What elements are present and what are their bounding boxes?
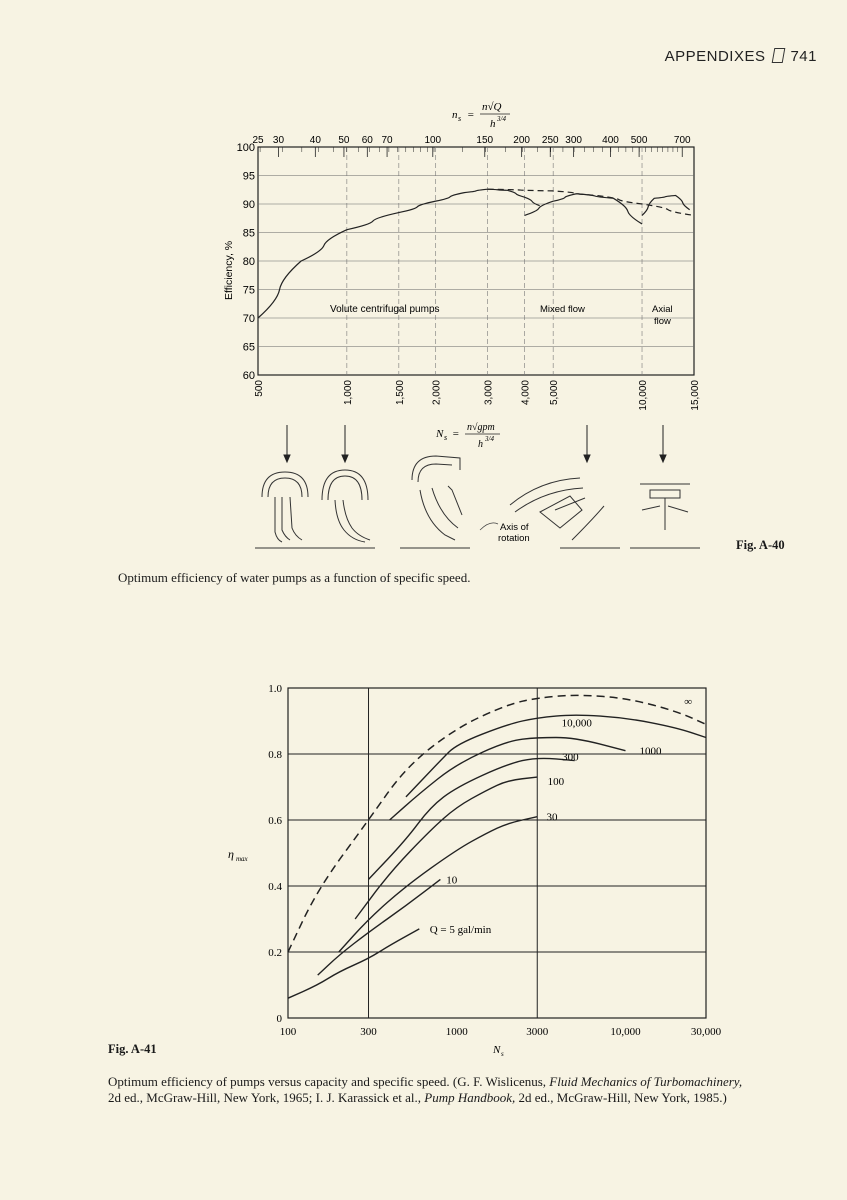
- a41-xtick-label: 10,000: [610, 1026, 641, 1038]
- fig-a41-caption: [108, 1074, 758, 1106]
- a40-ytick-label: 90: [242, 199, 255, 211]
- a41-series-line-0: [288, 929, 419, 998]
- fig-a41-caption-e: 2d ed., McGraw-Hill, New York, 1985.): [515, 1090, 727, 1105]
- a41-series-line-3: [355, 777, 537, 919]
- a40-bottom-tick-label: 15,000: [690, 380, 701, 411]
- a40-top-tick-label: 150: [476, 135, 494, 146]
- fig-a41-x-axis: [280, 1026, 722, 1038]
- impeller-radial-2-icon: [315, 470, 375, 548]
- formula-top-lhs-sub: s: [458, 114, 462, 123]
- a40-bottom-tick-label: 3,000: [483, 380, 495, 406]
- fig-a40-y-axis: [237, 142, 255, 382]
- fig-a40-figure: [0, 0, 847, 560]
- a41-series-label-6: 10,000: [561, 717, 592, 730]
- fig-a41-caption-a: Optimum efficiency of pumps versus capacity and specific speed. (G. F. Wislicenus,: [108, 1074, 550, 1089]
- a40-ytick-label: 80: [242, 256, 255, 268]
- a40-series-line-1: [525, 194, 642, 224]
- fig-a41-frame: [288, 688, 706, 1018]
- a41-xtick-label: 3000: [526, 1026, 549, 1038]
- a40-bottom-tick-label: 1,500: [394, 380, 406, 406]
- fig-a41-series-labels: [430, 696, 693, 936]
- fig-a41-grid: [288, 688, 706, 1018]
- fig-a40-top-axis: [252, 135, 691, 157]
- label-mixed-flow: Mixed flow: [540, 304, 585, 315]
- a40-top-tick-label: 40: [309, 135, 321, 146]
- a40-ytick-label: 70: [242, 313, 255, 325]
- fig-a41-caption-d: Pump Handbook,: [424, 1090, 516, 1105]
- fig-a40-label: Fig. A-40: [736, 538, 785, 552]
- impeller-radial-1-icon: [255, 472, 315, 548]
- a41-xtick-label: 1000: [445, 1026, 468, 1038]
- a40-ytick-label: 65: [242, 341, 255, 354]
- a40-bottom-tick-label: 5,000: [549, 380, 561, 406]
- a40-bottom-tick-label: 2,000: [431, 380, 443, 406]
- fig-a41-curves: [288, 695, 706, 998]
- fig-a41-y-axis: [268, 683, 282, 1025]
- fig-a40-bottom-axis: [254, 380, 701, 411]
- a41-series-label-0: Q = 5 gal/min: [429, 923, 492, 936]
- fig-a41-plot: [228, 683, 722, 1058]
- formula-bottom: [435, 422, 500, 450]
- a40-ytick-label: 95: [242, 170, 255, 183]
- a41-series-line-7: [288, 695, 706, 952]
- fig-a41-xlabel-sub: s: [501, 1050, 504, 1058]
- a40-bottom-tick-label: 4,000: [520, 380, 532, 406]
- running-title: APPENDIXES: [664, 48, 766, 65]
- a40-top-tick-label: 300: [565, 135, 582, 146]
- a40-series-line-3: [488, 189, 694, 215]
- a41-ytick-label: 0.4: [268, 881, 282, 893]
- formula-bottom-lhs: N: [436, 428, 444, 440]
- fig-a41-xlabel: [492, 1044, 504, 1058]
- formula-bottom-den-exp: 3/4: [485, 435, 494, 443]
- impeller-francis-icon: [400, 456, 470, 548]
- formula-top-den-exp: 3/4: [497, 115, 506, 123]
- a41-series-line-4: [369, 758, 575, 879]
- a40-bottom-tick-label: 10,000: [638, 380, 650, 411]
- a40-top-tick-label: 30: [272, 135, 285, 146]
- fig-a41-figure: [0, 660, 847, 1070]
- a41-ytick-label: 0: [276, 1013, 282, 1025]
- a41-ytick-label: 0.8: [268, 749, 282, 761]
- page-number: 741: [790, 48, 817, 65]
- a40-top-tick-label: 500: [630, 135, 648, 146]
- a41-xtick-label: 100: [279, 1026, 297, 1038]
- axis-of-rotation-annotation: [480, 522, 530, 544]
- a40-top-tick-label: 70: [381, 135, 393, 146]
- fig-a41-ylabel: [228, 847, 249, 863]
- impeller-axial-icon: [630, 484, 700, 548]
- a41-series-label-2: 30: [546, 811, 558, 824]
- label-volute-pumps: Volute centrifugal pumps: [330, 304, 440, 315]
- svg-text:=: =: [467, 109, 475, 121]
- fig-a41-ylabel-symbol: η: [228, 847, 234, 861]
- formula-bottom-den: h: [478, 439, 483, 450]
- formula-bottom-num: n√gpm: [467, 422, 495, 433]
- fig-a40-plot: [223, 135, 701, 411]
- a40-top-tick-label: 400: [602, 135, 619, 146]
- a41-series-label-3: 100: [547, 776, 565, 789]
- fig-a41-caption-b: Fluid Mechanics of Turbomachinery,: [549, 1074, 743, 1089]
- fig-a40-caption: Optimum efficiency of water pumps as a function of specific speed.: [118, 570, 471, 585]
- a40-bottom-tick-label: 500: [254, 380, 265, 397]
- formula-top: [452, 101, 510, 130]
- fig-a41-xlabel-symbol: N: [493, 1044, 501, 1056]
- a40-top-tick-label: 100: [424, 135, 442, 146]
- a40-ytick-label: 75: [242, 284, 255, 297]
- formula-bottom-lhs-sub: s: [444, 433, 448, 442]
- a41-series-label-1: 10: [446, 874, 458, 887]
- a40-top-tick-label: 50: [338, 135, 350, 146]
- a41-series-label-4: 300: [562, 751, 579, 764]
- a40-ytick-label: 85: [242, 227, 255, 240]
- a40-top-tick-label: 250: [541, 135, 559, 146]
- label-axial-flow-1: Axial: [652, 304, 673, 315]
- a41-series-line-5: [390, 738, 626, 821]
- a41-ytick-label: 1.0: [268, 683, 282, 695]
- fig-a41-label: Fig. A-41: [108, 1042, 157, 1056]
- label-axial-flow-2: flow: [654, 316, 671, 327]
- formula-top-den: h: [490, 118, 496, 130]
- fig-a41-caption-c: 2d ed., McGraw-Hill, New York, 1965; I. J. Karassick et al.,: [108, 1090, 425, 1105]
- a41-ytick-label: 0.6: [268, 815, 282, 827]
- a40-ytick-label: 60: [242, 370, 255, 382]
- a41-series-line-1: [318, 879, 441, 975]
- fig-a40-curves: [258, 189, 694, 318]
- a40-top-tick-label: 200: [513, 135, 530, 146]
- a41-series-label-5: 1000: [639, 745, 662, 758]
- axis-of-rotation-line1: Axis of: [500, 522, 529, 533]
- formula-top-lhs: n: [452, 109, 458, 121]
- a40-bottom-tick-label: 1,000: [342, 380, 354, 406]
- a41-series-label-7: ∞: [684, 696, 693, 709]
- svg-text:=: =: [452, 428, 460, 440]
- axis-of-rotation-line2: rotation: [498, 533, 530, 544]
- formula-top-num: n√Q: [482, 101, 502, 113]
- a40-top-tick-label: 25: [252, 135, 264, 146]
- fig-a40-horizontal-grid: [258, 176, 694, 347]
- fig-a41-ylabel-sub: max: [236, 855, 248, 863]
- a41-xtick-label: 300: [360, 1026, 377, 1038]
- a40-ytick-label: 100: [236, 142, 255, 154]
- a41-xtick-label: 30,000: [690, 1026, 722, 1038]
- a41-ytick-label: 0.2: [268, 947, 282, 959]
- a40-top-tick-label: 60: [361, 135, 373, 146]
- fig-a40-ylabel: Efficiency, %: [223, 240, 235, 300]
- a40-top-tick-label: 700: [673, 135, 691, 146]
